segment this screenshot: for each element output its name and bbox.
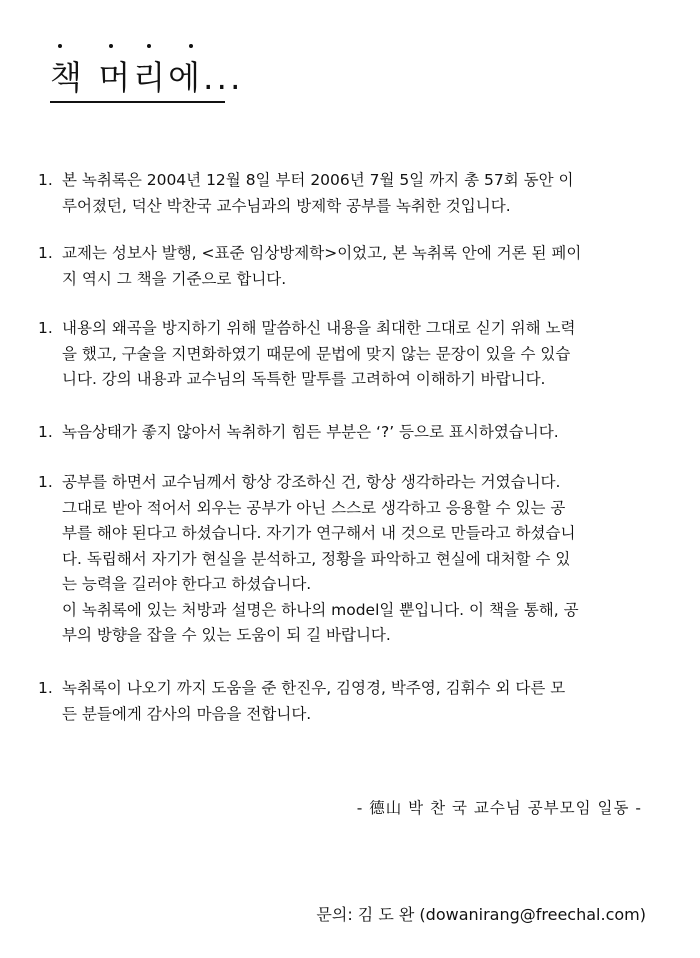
note-line: 녹취록이 나오기 까지 도움을 준 한진우, 김영경, 박주영, 김휘수 외 다른 모 [62, 679, 566, 697]
note-number: 1. [38, 423, 53, 441]
note-line: 니다. 강의 내용과 교수님의 독특한 말투를 고려하여 이해하기 바랍니다. [62, 370, 546, 388]
note-line: 부의 방향을 잡을 수 있는 도움이 되 길 바랍니다. [62, 626, 391, 644]
note-line: 공부를 하면서 교수님께서 항상 강조하신 건, 항상 생각하라는 거였습니다. [62, 473, 561, 491]
note-line: 을 했고, 구술을 지면화하였기 때문에 문법에 맞지 않는 문장이 있을 수 있습 [62, 344, 571, 363]
contact-info: 문의: 김 도 완 (dowanirang@freechal.com) [316, 905, 646, 924]
note-item [38, 168, 658, 219]
note-item [38, 676, 658, 727]
title-emphasis-dots [50, 44, 230, 52]
note-number: 1. [38, 473, 53, 491]
note-line: 는 능력을 길러야 한다고 하셨습니다. [62, 575, 312, 593]
note-item [38, 241, 658, 292]
note-line: 본 녹취록은 2004년 12월 8일 부터 2006년 7월 5일 까지 총 57회 동안 이 [62, 171, 574, 189]
note-line: 이 녹취록에 있는 처방과 설명은 하나의 model일 뿐입니다. 이 책을 통해, 공 [62, 600, 579, 619]
note-number: 1. [38, 319, 53, 337]
note-item [38, 316, 658, 393]
note-number: 1. [38, 171, 53, 189]
note-item [38, 420, 658, 446]
note-line: 내용의 왜곡을 방지하기 위해 말씀하신 내용을 최대한 그대로 싣기 위해 노력 [62, 319, 576, 337]
note-line: 다. 독립해서 자기가 현실을 분석하고, 정황을 파악하고 현실에 대처할 수 있 [62, 549, 571, 568]
note-item [38, 470, 658, 649]
note-line: 녹음상태가 좋지 않아서 녹취하기 힘든 부분은 ‘?’ 등으로 표시하였습니다. [62, 423, 559, 441]
note-line: 그대로 받아 적어서 외우는 공부가 아닌 스스로 생각하고 응용할 수 있는 공 [62, 498, 566, 517]
note-number: 1. [38, 679, 53, 697]
note-line: 루어졌던, 덕산 박찬국 교수님과의 방제학 공부를 녹취한 것입니다. [62, 196, 511, 215]
note-line: 든 분들에게 감사의 마음을 전합니다. [62, 704, 312, 723]
signature: - 德山 박 찬 국 교수님 공부모임 일동 - [356, 799, 642, 817]
note-line: 교제는 성보사 발행, <표준 임상방제학>이었고, 본 녹취록 안에 거론 된 페이 [62, 244, 582, 262]
title-underline [50, 101, 225, 103]
note-line: 지 역시 그 책을 기준으로 합니다. [62, 269, 287, 288]
page-title: 책 머리에... [50, 58, 244, 97]
note-line: 부를 해야 된다고 하셨습니다. 자기가 연구해서 내 것으로 만들라고 하셨습니 [62, 524, 576, 542]
note-number: 1. [38, 244, 53, 262]
